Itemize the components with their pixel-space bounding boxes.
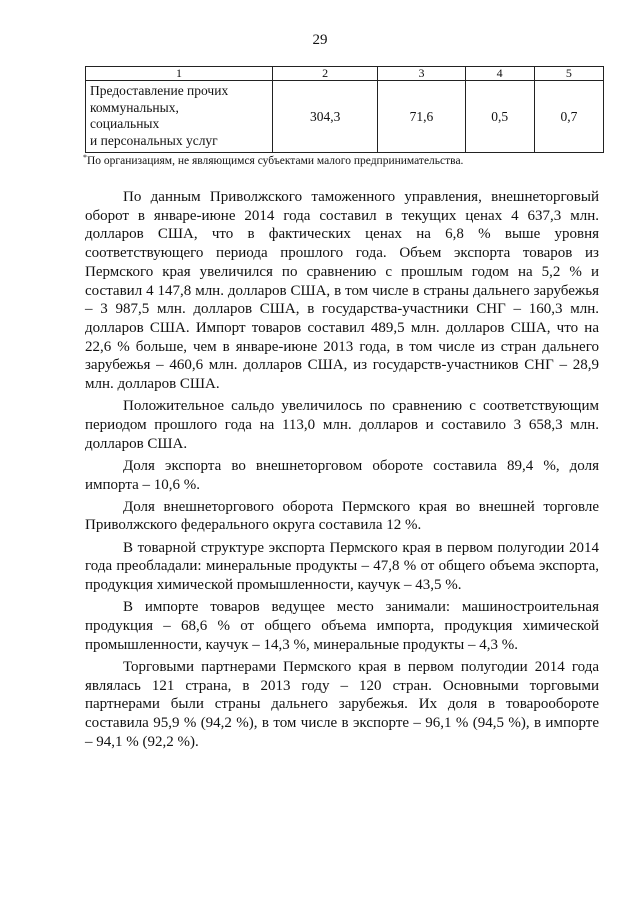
paragraph: Доля экспорта во внешнеторговом обороте составила 89,4 %, доля импорта – 10,6 %. xyxy=(85,457,599,493)
paragraph: Доля внешнеторгового оборота Пермского края во внешней торговле Приволжского федерального округа составила 12 %. xyxy=(85,498,599,534)
table-cell: 0,7 xyxy=(534,81,603,153)
data-table xyxy=(85,66,604,153)
paragraph: Положительное сальдо увеличилось по сравнению с соответствующим периодом прошлого года на 113,0 млн. долларов и составило 3 658,3 млн. долларов США. xyxy=(85,398,599,452)
table-cell: 304,3 xyxy=(273,81,378,153)
paragraph: Торговыми партнерами Пермского края в первом полугодии 2014 года являлась 121 страна, в 2013 году – 120 стран. Основными торговыми партнерами были страны дальнего зарубежья. Их доля в товарообороте составила 95,9 % (94,2 %), в том числе в экспорте – 96,1 % (94,5 %), в импорте – 94,1 % (92,2 %). xyxy=(85,658,599,750)
table-row xyxy=(86,81,604,153)
row-label-line: коммунальных, xyxy=(90,99,179,115)
row-label-line: Предоставление прочих xyxy=(90,83,229,98)
table-header-cell: 2 xyxy=(273,67,378,81)
row-label xyxy=(86,81,273,153)
table-cell: 71,6 xyxy=(378,81,465,153)
table-header-cell: 3 xyxy=(378,67,465,81)
footnote xyxy=(83,155,463,167)
row-label-line: социальных xyxy=(90,116,160,131)
paragraph: В товарной структуре экспорта Пермского края в первом полугодии 2014 года преобладали: минеральные продукты – 47,8 % от общего объема экспорта, продукция химической промышленности, каучук – 43,5 %. xyxy=(85,539,599,594)
table-header-cell: 1 xyxy=(86,67,273,81)
table-header-row xyxy=(86,67,604,81)
body-text xyxy=(85,188,599,751)
footnote-text: По организациям, не являющимся субъектами малого предпринимательства. xyxy=(87,155,464,167)
table-header-cell: 5 xyxy=(534,67,603,81)
page-number: 29 xyxy=(312,32,328,48)
table-header-cell: 4 xyxy=(465,67,534,81)
footnote-mark: * xyxy=(83,153,87,162)
row-label-line: и персональных услуг xyxy=(90,132,218,148)
table-cell: 0,5 xyxy=(465,81,534,153)
paragraph: В импорте товаров ведущее место занимали: машиностроительная продукция – 68,6 % от общего объема импорта, продукция химической промышленности, каучук – 14,3 %, минеральные продукты – 4,3 %. xyxy=(85,599,599,653)
paragraph: По данным Приволжского таможенного управления, внешнеторговый оборот в январе-июне 2014 года составил в текущих ценах 4 637,3 млн. долларов США, что в фактических ценах на 6,8 % выше уровня соответствующего периода прошлого года. Объем экспорта товаров из Пермского края увеличился по сравнению с прошлым годом на 5,2 % и составил 4 147,8 млн. долларов США, в том числе в страны дальнего зарубежья – 3 987,5 млн. долларов США, в государства-участники СНГ – 160,3 млн. долларов США. Импорт товаров составил 489,5 млн. долларов США, что на 22,6 % больше, чем в январе-июне 2013 года, в том числе из стран дальнего зарубежья – 460,6 млн. долларов США, из государств-участников СНГ – 28,9 млн. долларов США. xyxy=(85,189,599,393)
